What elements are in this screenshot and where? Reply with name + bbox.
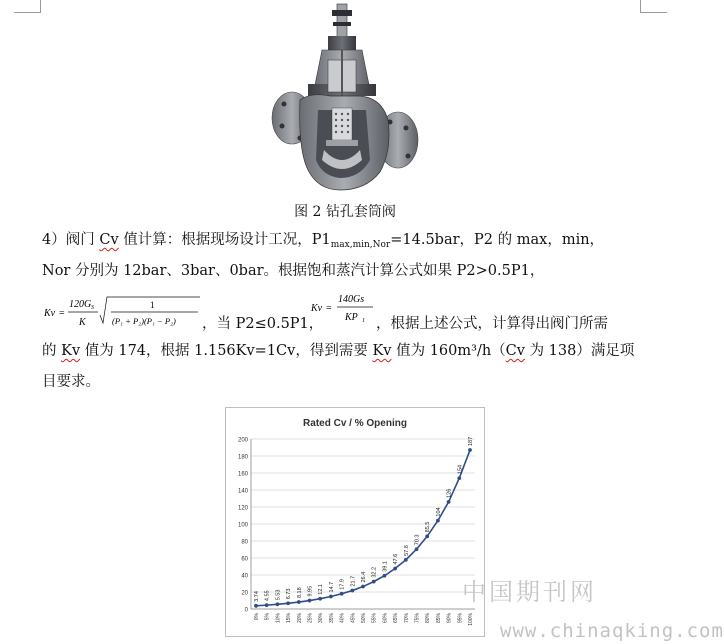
data-point <box>286 601 290 605</box>
data-label: 12.1 <box>318 583 325 595</box>
data-point <box>404 558 408 562</box>
formula-connector-2: ，根据上述公式，计算得出阀门所需 <box>376 316 608 332</box>
cv-term-2: Cv <box>505 343 525 359</box>
formula-kv-low <box>311 291 383 331</box>
y-tick-label: 0 <box>244 607 248 614</box>
paragraph-line-5: 目要求。 <box>42 374 100 390</box>
data-label: 21.7 <box>350 575 357 587</box>
data-point <box>393 567 397 571</box>
data-point <box>340 592 344 596</box>
data-label: 39.1 <box>382 561 389 572</box>
data-point <box>318 597 322 601</box>
chart-frame <box>226 408 485 637</box>
cv-term: Cv <box>99 232 119 248</box>
data-label: 6.73 <box>286 588 293 600</box>
x-tick-label: 85% <box>435 613 442 624</box>
x-tick-label: 95% <box>457 613 464 624</box>
paragraph-line-4 <box>42 339 634 360</box>
x-tick-label: 45% <box>350 613 357 624</box>
y-tick-label: 60 <box>241 556 248 563</box>
data-point <box>265 603 269 607</box>
y-tick-label: 160 <box>237 471 248 478</box>
formula1-lhs: Kv <box>44 308 56 319</box>
formula2-denominator-sub: 1 <box>362 318 365 324</box>
valve-illustration <box>270 0 420 196</box>
data-label: 4.55 <box>264 590 271 602</box>
x-tick-label: 5% <box>264 613 271 621</box>
line1-prefix: 4）阀门 <box>42 232 100 248</box>
line1-mid: 值计算：根据现场设计工况，P1 <box>118 232 331 248</box>
y-tick-label: 40 <box>241 573 248 580</box>
y-tick-label: 120 <box>237 505 248 512</box>
data-point <box>415 547 419 551</box>
paragraph-line-2: Nor 分别为 12bar、3bar、0bar。根据饱和蒸汽计算公式如果 P2>0.5P1， <box>42 263 545 279</box>
data-label: 126 <box>446 488 453 498</box>
data-point <box>329 595 333 599</box>
page-corner-mark-left <box>14 0 41 13</box>
x-tick-label: 75% <box>414 613 421 624</box>
data-point <box>372 580 376 584</box>
kv-term-1: Kv <box>61 343 81 359</box>
line4-d: 为 138）满足项 <box>524 343 635 359</box>
x-tick-label: 70% <box>403 613 410 624</box>
x-tick-label: 50% <box>361 613 367 624</box>
data-point <box>447 500 451 504</box>
data-label: 47.6 <box>393 553 400 565</box>
svg-text:=: = <box>326 303 332 314</box>
data-point <box>383 574 387 578</box>
x-tick-label: 80% <box>425 613 432 624</box>
formula1-numerator-sub: S <box>91 305 94 311</box>
line4-b: 值为 174，根据 1.156Kv=1Cv，得到需要 <box>80 343 373 359</box>
data-point <box>361 585 365 589</box>
x-tick-label: 55% <box>371 613 378 624</box>
line4-a: 的 <box>42 343 62 359</box>
x-tick-label: 15% <box>286 613 293 624</box>
data-label: 9.95 <box>307 585 314 597</box>
x-tick-label: 60% <box>382 613 389 624</box>
data-label: 187 <box>468 436 474 447</box>
data-point <box>457 476 461 480</box>
formula1-denominator: K <box>79 317 86 328</box>
y-tick-label: 20 <box>241 590 248 597</box>
data-label: 32.2 <box>371 566 378 578</box>
line4-c: 值为 160m³/h（ <box>391 343 506 359</box>
formula1-root-numerator: 1 <box>150 300 155 310</box>
page-corner-mark-right <box>640 0 667 13</box>
data-point <box>308 599 312 603</box>
data-label: 3.74 <box>254 591 260 602</box>
data-point <box>436 519 440 523</box>
x-tick-label: 30% <box>318 613 325 624</box>
line1-suffix: =14.5bar，P2 的 max，min， <box>390 232 605 248</box>
formula2-denominator: KP <box>345 312 358 323</box>
data-point <box>276 602 280 606</box>
data-point <box>350 589 354 593</box>
y-tick-label: 180 <box>237 454 248 461</box>
x-tick-label: 65% <box>393 613 400 624</box>
data-label: 85.5 <box>425 521 432 533</box>
x-tick-label: 100% <box>468 613 474 626</box>
formula2-lhs: Kv <box>311 303 323 314</box>
svg-text:=: = <box>59 308 65 319</box>
rated-cv-chart <box>225 407 485 637</box>
y-tick-label: 100 <box>237 522 248 529</box>
y-tick-label: 140 <box>237 488 248 495</box>
figure-caption: 图 2 钻孔套筒阀 <box>294 204 396 220</box>
data-label: 17.9 <box>339 579 346 590</box>
x-tick-label: 25% <box>307 613 314 624</box>
data-label: 104 <box>435 507 442 517</box>
formula2-numerator: 140Gs <box>338 294 365 305</box>
watermark-cn: 中国期刊网 <box>462 578 597 606</box>
p1-subscript: max,min,Nor <box>330 240 391 250</box>
data-point <box>468 448 472 452</box>
x-tick-label: 20% <box>296 613 303 624</box>
paragraph-line-1 <box>42 228 604 250</box>
chart-title: Rated Cv / % Opening <box>303 418 407 429</box>
data-label: 8.18 <box>296 587 303 599</box>
formula-connector-1: ，当 P2≤0.5P1， <box>202 316 324 332</box>
data-label: 70.3 <box>414 534 421 546</box>
y-tick-label: 200 <box>237 437 248 444</box>
x-tick-label: 10% <box>275 613 282 624</box>
formula1-root-denominator: (P₁ + P₂)(P₁ − P₂) <box>112 316 176 326</box>
data-point <box>254 604 258 608</box>
kv-term-2: Kv <box>372 343 392 359</box>
data-label: 5.53 <box>275 589 282 601</box>
data-point <box>297 600 301 604</box>
x-tick-label: 0% <box>254 613 260 621</box>
formula-kv-high <box>44 291 204 337</box>
x-tick-label: 40% <box>339 613 346 624</box>
y-tick-label: 80 <box>241 539 248 546</box>
watermark-url: www.chinaqking.com <box>500 620 724 642</box>
data-label: 14.7 <box>328 581 335 593</box>
x-tick-label: 35% <box>328 613 335 624</box>
formula1-numerator: 120G <box>69 299 92 310</box>
data-label: 57.8 <box>403 545 410 556</box>
data-label: 154 <box>457 464 464 475</box>
data-label: 26.4 <box>361 571 367 583</box>
x-tick-label: 90% <box>446 613 453 624</box>
data-point <box>425 534 429 538</box>
